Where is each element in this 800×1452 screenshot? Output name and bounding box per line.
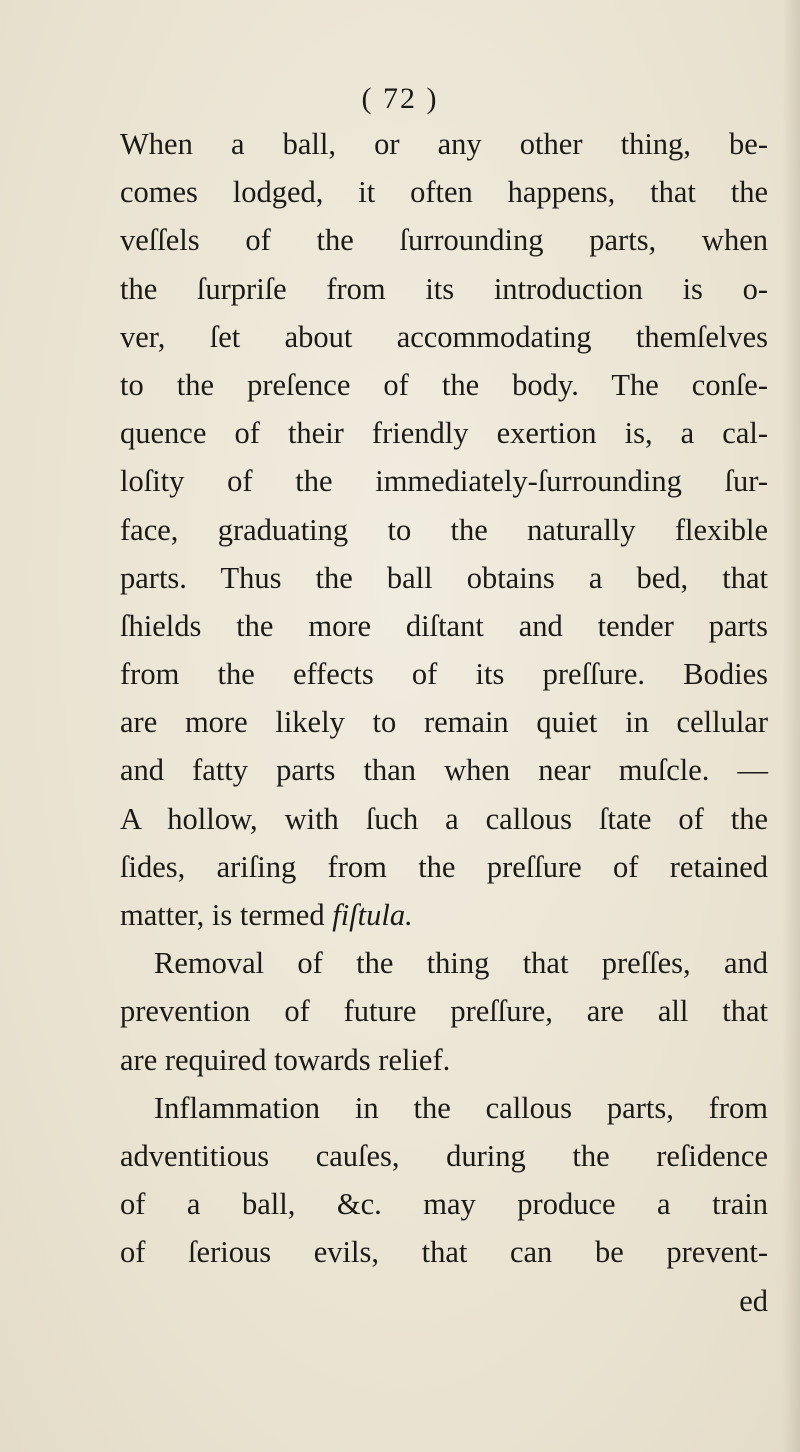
page-number: ( 72 ) [361,82,439,115]
paragraph-end-line: are required towards relief. [120,1042,451,1077]
text-line: from the effects of its preſſure. Bodies [120,657,768,692]
text-line: ſides, ariſing from the preſſure of retained [120,849,768,884]
text-line: of a ball, &c. may produce a train [120,1187,768,1222]
text-line: prevention of future preſſure, are all that [120,994,768,1029]
text-line: adventitious cauſes, during the reſidence [120,1138,768,1173]
text-line: face, graduating to the naturally flexible [120,512,768,547]
text-line-prefix: matter, is termed [120,898,333,932]
text-line: veſſels of the ſurrounding parts, when [120,223,768,258]
text-line: are more likely to remain quiet in cellular [120,705,768,740]
text-line: ſhields the more diſtant and tender parts [120,608,768,643]
page-edge-shadow [782,0,800,1452]
text-line: and fatty parts than when near muſcle. — [120,753,768,788]
text-line: ver, ſet about accommodating themſelves [120,319,768,354]
paragraph-start-line: Removal of the thing that preſſes, and [154,946,768,981]
body-text [120,120,768,1325]
paragraph-start-line: Inflammation in the callous parts, from [154,1090,768,1125]
text-line: of ſerious evils, that can be prevent- [120,1235,768,1270]
text-line: comes lodged, it often happens, that the [120,175,768,210]
text-line: to the preſence of the body. The conſe- [120,367,768,402]
text-line: When a ball, or any other thing, be- [120,127,768,161]
text-line: A hollow, with ſuch a callous ſtate of the [120,801,768,836]
text-line: quence of their friendly exertion is, a cal- [120,416,768,451]
text-line-fistula [120,891,768,939]
text-line: the ſurpriſe from its introduction is o- [120,271,768,306]
italic-term: fiſtula. [332,898,413,932]
catchword: ed [739,1283,768,1318]
text-line: parts. Thus the ball obtains a bed, that [120,560,768,595]
text-line: loſity of the immediately-ſurrounding ſur- [120,464,768,499]
